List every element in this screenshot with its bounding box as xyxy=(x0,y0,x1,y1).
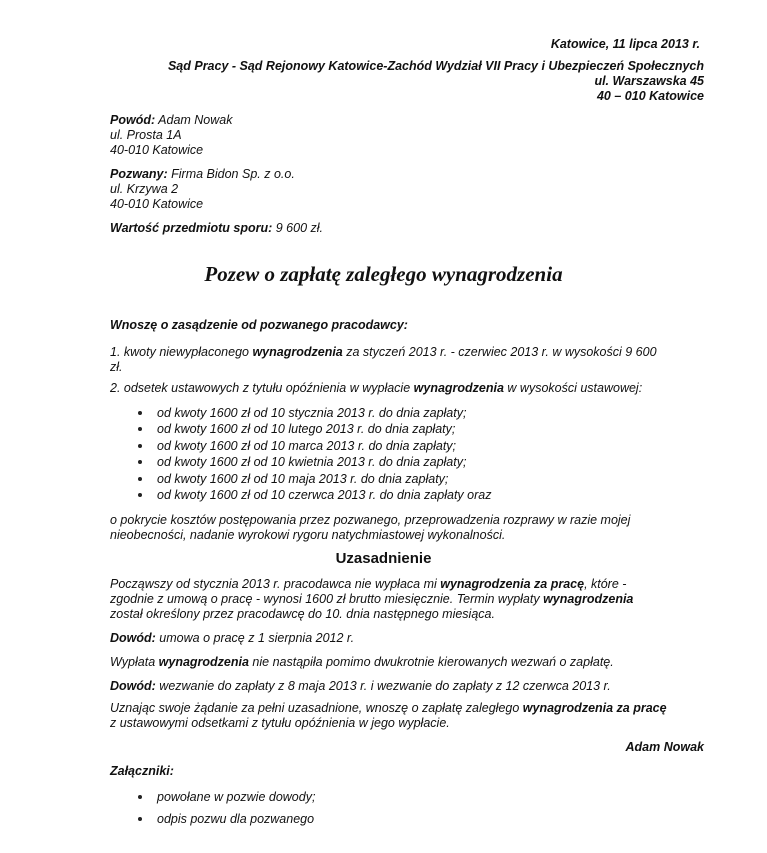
justification-paragraph-3: Uznając swoje żądanie za pełni uzasadnione, wnoszę o zapłatę zaległego wynagrodzenia za pracę z ustawowymi odsetkami z tytułu opóźnienia w jego wypłacie. xyxy=(110,701,667,730)
attachments-list xyxy=(110,789,610,828)
claim-item-1: 1. kwoty niewypłaconego wynagrodzenia za styczeń 2013 r. - czerwiec 2013 r. w wysokości 9 600 zł. xyxy=(110,345,657,374)
document-title: Pozew o zapłatę zaległego wynagrodzenia xyxy=(204,262,563,286)
justification-heading: Uzasadnienie xyxy=(335,550,432,567)
claim-section xyxy=(110,318,710,333)
justification-paragraph-2: Wypłata wynagrodzenia nie nastąpiła pomimo dwukrotnie kierowanych wezwań o zapłatę. xyxy=(110,655,614,669)
list-item: od kwoty 1600 zł od 10 czerwca 2013 r. do dnia zapłaty oraz xyxy=(110,487,710,503)
defendant-name: Firma Bidon Sp. z o.o. xyxy=(167,167,295,181)
list-item: od kwoty 1600 zł od 10 kwietnia 2013 r. do dnia zapłaty; xyxy=(110,454,710,470)
list-item: od kwoty 1600 zł od 10 maja 2013 r. do dnia zapłaty; xyxy=(110,471,710,487)
list-item: powołane w pozwie dowody; xyxy=(110,789,610,805)
defendant-block xyxy=(110,167,295,212)
court-address xyxy=(64,59,704,104)
defendant-street: ul. Krzywa 2 xyxy=(110,182,179,196)
evidence-2: Dowód: wezwanie do zapłaty z 8 maja 2013 r. i wezwanie do zapłaty z 12 czerwca 2013 r. xyxy=(110,679,611,693)
list-item: odpis pozwu dla pozwanego xyxy=(110,811,610,827)
claim-item-2: 2. odsetek ustawowych z tytułu opóźnienia w wypłacie wynagrodzenia w wysokości ustawowej: xyxy=(110,381,643,395)
defendant-city: 40-010 Katowice xyxy=(110,197,204,211)
plaintiff-name: Adam Nowak xyxy=(155,113,233,127)
list-item: od kwoty 1600 zł od 10 lutego 2013 r. do dnia zapłaty; xyxy=(110,421,710,437)
signature: Adam Nowak xyxy=(625,740,704,754)
evidence-1: Dowód: umowa o pracę z 1 sierpnia 2012 r. xyxy=(110,631,355,645)
interest-list xyxy=(110,405,710,503)
dispute-value-label: Wartość przedmiotu sporu: xyxy=(110,221,273,235)
court-name: Sąd Pracy - Sąd Rejonowy Katowice-Zachód Wydział VII Pracy i Ubezpieczeń Społecznych xyxy=(167,59,704,73)
court-city: 40 – 010 Katowice xyxy=(596,89,704,103)
list-item: od kwoty 1600 zł od 10 marca 2013 r. do dnia zapłaty; xyxy=(110,438,710,454)
dispute-value xyxy=(110,221,323,236)
attachments-label: Załączniki: xyxy=(110,764,174,778)
justification-paragraph-1: Począwszy od stycznia 2013 r. pracodawca nie wypłaca mi wynagrodzenia za pracę, które - zgodnie z umową o pracę - wynosi 1600 zł brutto miesięcznie. Termin wypłaty wynagrodzenia został określony przez pracodawcę do 10. dnia następnego miesiąca. xyxy=(110,577,634,621)
plaintiff-label: Powód: xyxy=(110,113,156,127)
dispute-value-amount: 9 600 zł. xyxy=(272,221,324,235)
plaintiff-city: 40-010 Katowice xyxy=(110,143,204,157)
place-date: Katowice, 11 lipca 2013 r. xyxy=(550,37,700,51)
plaintiff-block xyxy=(110,113,232,158)
list-item: od kwoty 1600 zł od 10 stycznia 2013 r. do dnia zapłaty; xyxy=(110,405,710,421)
defendant-label: Pozwany: xyxy=(110,167,168,181)
claim-intro: Wnoszę o zasądzenie od pozwanego pracodawcy: xyxy=(110,318,408,332)
costs-paragraph: o pokrycie kosztów postępowania przez pozwanego, przeprowadzenia rozprawy w razie mojej nieobecności, nadanie wyrokowi rygoru natychmiastowej wykonalności. xyxy=(110,513,631,542)
court-street: ul. Warszawska 45 xyxy=(594,74,704,88)
plaintiff-street: ul. Prosta 1A xyxy=(110,128,182,142)
